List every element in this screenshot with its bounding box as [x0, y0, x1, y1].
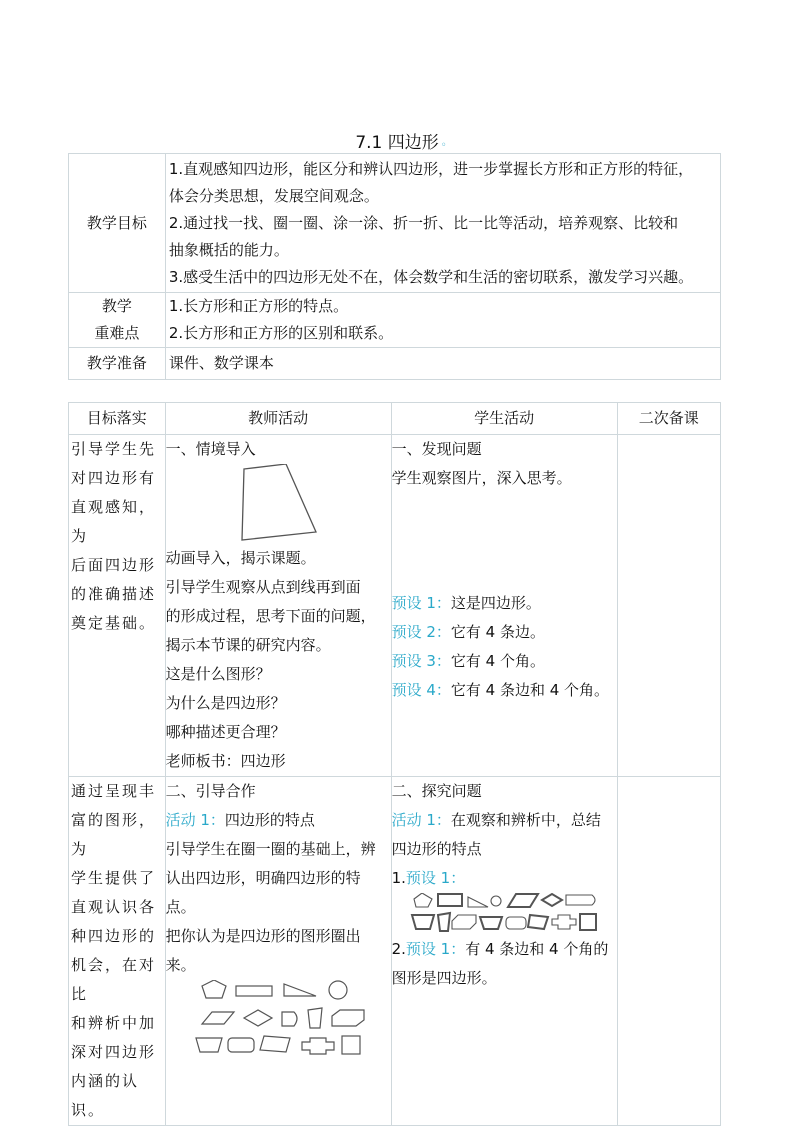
teacher-line: 哪种描述更合理？	[165, 723, 286, 741]
teacher-line: 把你认为是四边形的图形圈出	[165, 927, 361, 945]
goals-content	[165, 154, 720, 293]
goal-line: 直观感知，为	[71, 498, 157, 545]
parallelogram-shape	[202, 1012, 234, 1024]
pentagon-shape	[202, 980, 226, 998]
goal-line: 2.通过找一找、圈一圈、涂一涂、折一折、比一比等活动，培养观察、比较和	[168, 214, 679, 232]
header-teacher: 教师活动	[165, 403, 391, 435]
preset-tag: 预设 1：	[405, 940, 466, 958]
header-row	[69, 403, 721, 435]
cuboid-shape	[332, 1010, 364, 1026]
key-label-line: 教学	[101, 297, 132, 315]
goal-line: 对四边形有	[71, 469, 157, 487]
preset-line	[392, 935, 617, 964]
activity-line	[392, 806, 617, 835]
section-title: 一、发现问题	[391, 440, 482, 458]
student-line: 学生观察图片，深入思考。	[391, 469, 572, 487]
row-cooperate	[69, 777, 721, 1126]
activity-line	[166, 806, 391, 835]
preset-text: 它有 4 条边。	[450, 623, 545, 641]
student-line: 四边形的特点	[391, 840, 482, 858]
goal-cell	[69, 777, 166, 1126]
cuboid-shape	[452, 915, 476, 929]
key-line: 1.长方形和正方形的特点。	[168, 297, 349, 315]
teacher-line: 认出四边形，明确四边形的特	[165, 869, 361, 887]
rounded-rect-shape	[228, 1038, 254, 1052]
preset-text: 它有 4 条边和 4 个角。	[450, 681, 610, 699]
d-shape	[282, 1012, 297, 1026]
goals-label: 教学目标	[69, 154, 166, 293]
goal-line: 奠定基础。	[71, 614, 157, 632]
circled-trapezoid-shape	[412, 915, 434, 929]
review-cell	[617, 435, 720, 777]
student-line: 图形是四边形。	[391, 969, 497, 987]
prep-label: 教学准备	[69, 348, 166, 380]
preset-line	[392, 618, 617, 647]
preset-text: 它有 4 个角。	[450, 652, 545, 670]
goal-line: 种四边形的	[71, 927, 157, 945]
preset-prefix: 2.	[391, 940, 406, 958]
key-line: 2.长方形和正方形的区别和联系。	[168, 324, 394, 342]
circled-quad-shape	[438, 913, 450, 931]
preset-line	[392, 647, 617, 676]
teacher-line: 来。	[165, 956, 196, 974]
section-title: 二、探究问题	[391, 782, 482, 800]
circle-shape	[329, 981, 347, 999]
goal-line: 学生提供了	[71, 869, 157, 887]
preset-tag: 预设 1：	[391, 594, 451, 612]
key-content	[165, 293, 720, 348]
teacher-line: 这是什么图形？	[165, 665, 271, 683]
teacher-cell	[165, 777, 391, 1126]
preset-line	[392, 589, 617, 618]
preset-tag: 预设 2：	[391, 623, 451, 641]
goal-line: 富的图形，为	[71, 811, 157, 858]
teacher-line: 的形成过程，思考下面的问题，	[165, 607, 376, 625]
activity-tag: 活动 1：	[391, 811, 451, 829]
title-dot-icon: ◦	[440, 140, 447, 151]
trapezoid-shape	[308, 1008, 322, 1028]
student-cell	[391, 435, 617, 777]
review-cell	[617, 777, 720, 1126]
teacher-line: 为什么是四边形？	[165, 694, 286, 712]
cross-shape	[302, 1038, 334, 1054]
teacher-line: 点。	[165, 898, 196, 916]
goal-line: 的准确描述	[71, 585, 157, 603]
teacher-cell	[165, 435, 391, 777]
title-text: 7.1 四边形	[355, 133, 439, 153]
quad-shape	[260, 1036, 290, 1052]
goal-line: 抽象概括的能力。	[168, 241, 289, 259]
circle-shape	[491, 896, 501, 906]
activity-text: 在观察和辨析中，总结	[450, 811, 601, 829]
circled-shapes-figure	[392, 893, 616, 935]
goal-line: 1.直观感知四边形，能区分和辨认四边形，进一步掌握长方形和正方形的特征，	[168, 160, 694, 178]
pentagon-shape	[414, 893, 432, 907]
preset-tag: 预设 3：	[391, 652, 451, 670]
teacher-line: 老师板书：四边形	[165, 752, 286, 770]
key-label-line: 重难点	[94, 324, 140, 342]
quadrilateral-shape	[242, 464, 316, 540]
activity-tag: 活动 1：	[165, 811, 225, 829]
preset-tag: 预设 1：	[405, 869, 466, 887]
rounded-rect-shape	[506, 917, 526, 929]
square-shape	[342, 1036, 360, 1054]
goal-line: 后面四边形	[71, 556, 157, 574]
teacher-line: 揭示本节课的研究内容。	[165, 636, 331, 654]
rhombus-shape	[244, 1010, 272, 1026]
preset-text: 有 4 条边和 4 个角的	[465, 940, 609, 958]
goal-line: 引导学生先	[71, 440, 157, 458]
preset-line	[392, 864, 617, 893]
circled-rect-shape	[438, 894, 462, 906]
goal-line: 机会，在对比	[71, 956, 157, 1003]
prep-row	[69, 348, 721, 380]
triangle-shape	[468, 897, 488, 907]
plan-table	[68, 153, 721, 380]
row-intro	[69, 435, 721, 777]
teacher-line: 引导学生观察从点到线再到面	[165, 578, 361, 596]
goal-line: 3.感受生活中的四边形无处不在，体会数学和生活的密切联系，激发学习兴趣。	[168, 268, 694, 286]
header-goal: 目标落实	[69, 403, 166, 435]
quadrilateral-figure	[166, 464, 390, 544]
goal-line: 体会分类思想，发展空间观念。	[168, 187, 379, 205]
goal-line: 通过呈现丰	[71, 782, 157, 800]
student-cell	[391, 777, 617, 1126]
goal-line: 直观认识各	[71, 898, 157, 916]
circled-parallelogram-shape	[508, 894, 538, 907]
circled-trapezoid-shape-2	[480, 917, 502, 929]
rectangle-shape	[236, 986, 272, 996]
goal-cell	[69, 435, 166, 777]
goal-line: 内涵的认识。	[71, 1072, 140, 1119]
teacher-line: 引导学生在圈一圈的基础上，辨	[165, 840, 376, 858]
triangle-shape	[284, 984, 316, 996]
trapezoid-shape-2	[196, 1038, 222, 1052]
page-title	[0, 128, 800, 153]
section-title: 二、引导合作	[165, 782, 256, 800]
preset-line	[392, 676, 617, 705]
activity-table	[68, 402, 721, 1126]
circled-rhombus-shape	[542, 894, 562, 906]
circled-square-shape	[580, 914, 596, 930]
header-student: 学生活动	[391, 403, 617, 435]
goal-line: 和辨析中加	[71, 1014, 157, 1032]
circled-quad-shape-2	[528, 915, 548, 929]
preset-tag: 预设 4：	[391, 681, 451, 699]
key-row	[69, 293, 721, 348]
shapes-figure	[166, 980, 390, 1070]
key-label	[69, 293, 166, 348]
header-review: 二次备课	[617, 403, 720, 435]
preset-prefix: 1.	[391, 869, 406, 887]
prep-content: 课件、数学课本	[165, 348, 720, 380]
section-title: 一、情境导入	[165, 440, 256, 458]
d-shape	[566, 895, 595, 905]
preset-text: 这是四边形。	[450, 594, 541, 612]
goal-line: 深对四边形	[71, 1043, 157, 1061]
teacher-line: 动画导入，揭示课题。	[165, 549, 316, 567]
activity-text: 四边形的特点	[224, 811, 315, 829]
goals-row	[69, 154, 721, 293]
cross-shape	[552, 915, 576, 929]
